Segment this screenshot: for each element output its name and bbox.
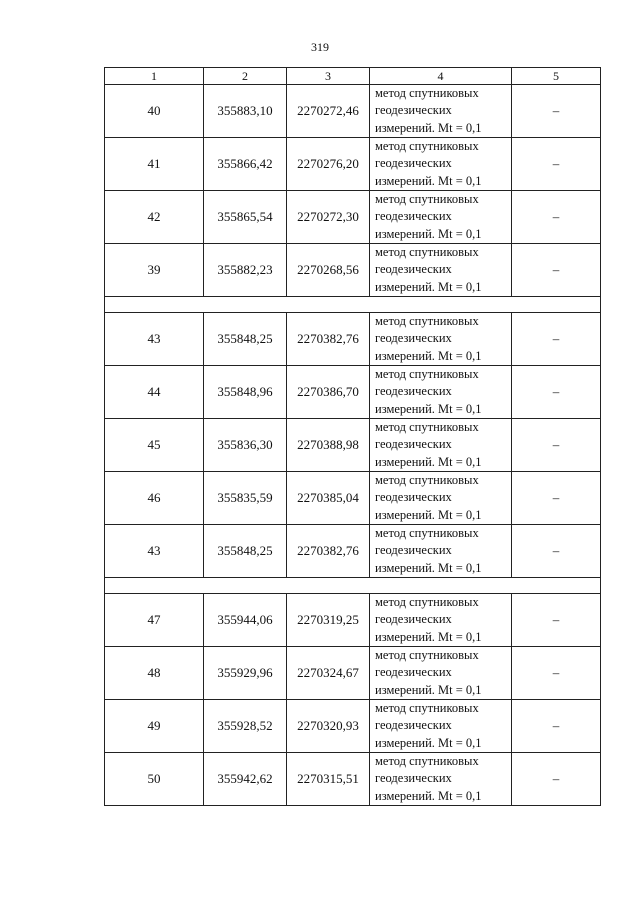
x-coordinate-cell: 355928,52: [204, 700, 287, 753]
method-cell: [370, 594, 512, 647]
group-separator-cell: [105, 578, 601, 594]
method-line: измерений. Mt = 0,1: [375, 173, 482, 188]
method-cell: [370, 244, 512, 297]
method-line: измерений. Mt = 0,1: [375, 629, 482, 644]
y-coordinate-cell: 2270268,56: [287, 244, 370, 297]
y-coordinate-cell: 2270319,25: [287, 594, 370, 647]
method-line: геодезических: [375, 612, 452, 627]
method-line: метод спутниковых: [375, 526, 479, 541]
method-line: геодезических: [375, 156, 452, 171]
x-coordinate-cell: 355944,06: [204, 594, 287, 647]
method-line: геодезических: [375, 665, 452, 680]
y-coordinate-cell: 2270272,46: [287, 85, 370, 138]
method-line: метод спутниковых: [375, 192, 479, 207]
table-row: [105, 525, 601, 578]
method-line: геодезических: [375, 771, 452, 786]
y-coordinate-cell: 2270315,51: [287, 753, 370, 806]
header-row: [105, 68, 601, 85]
table-row: [105, 313, 601, 366]
method-line: измерений. Mt = 0,1: [375, 507, 482, 522]
point-number-cell: 43: [105, 525, 204, 578]
table-row: [105, 138, 601, 191]
method-cell: [370, 191, 512, 244]
method-line: метод спутниковых: [375, 595, 479, 610]
x-coordinate-cell: 355883,10: [204, 85, 287, 138]
method-line: измерений. Mt = 0,1: [375, 120, 482, 135]
note-cell: –: [512, 525, 601, 578]
method-line: измерений. Mt = 0,1: [375, 788, 482, 803]
note-cell: –: [512, 594, 601, 647]
point-number-cell: 43: [105, 313, 204, 366]
method-line: измерений. Mt = 0,1: [375, 454, 482, 469]
method-line: измерений. Mt = 0,1: [375, 682, 482, 697]
method-line: метод спутниковых: [375, 367, 479, 382]
point-number-cell: 49: [105, 700, 204, 753]
method-cell: [370, 419, 512, 472]
x-coordinate-cell: 355848,25: [204, 313, 287, 366]
method-line: метод спутниковых: [375, 139, 479, 154]
method-line: метод спутниковых: [375, 420, 479, 435]
method-cell: [370, 525, 512, 578]
method-line: геодезических: [375, 262, 452, 277]
method-line: метод спутниковых: [375, 648, 479, 663]
method-line: метод спутниковых: [375, 754, 479, 769]
note-cell: –: [512, 472, 601, 525]
y-coordinate-cell: 2270385,04: [287, 472, 370, 525]
method-line: геодезических: [375, 384, 452, 399]
method-cell: [370, 647, 512, 700]
note-cell: –: [512, 647, 601, 700]
group-separator-row: [105, 297, 601, 313]
group-separator-row: [105, 578, 601, 594]
point-number-cell: 48: [105, 647, 204, 700]
table-row: [105, 244, 601, 297]
x-coordinate-cell: 355866,42: [204, 138, 287, 191]
header-cell-5: 5: [512, 68, 601, 85]
point-number-cell: 50: [105, 753, 204, 806]
method-line: измерений. Mt = 0,1: [375, 226, 482, 241]
point-number-cell: 45: [105, 419, 204, 472]
y-coordinate-cell: 2270320,93: [287, 700, 370, 753]
x-coordinate-cell: 355882,23: [204, 244, 287, 297]
y-coordinate-cell: 2270388,98: [287, 419, 370, 472]
header-cell-1: 1: [105, 68, 204, 85]
method-line: геодезических: [375, 103, 452, 118]
table-row: [105, 753, 601, 806]
point-number-cell: 42: [105, 191, 204, 244]
table-row: [105, 472, 601, 525]
point-number-cell: 44: [105, 366, 204, 419]
method-cell: [370, 313, 512, 366]
y-coordinate-cell: 2270272,30: [287, 191, 370, 244]
method-line: метод спутниковых: [375, 314, 479, 329]
point-number-cell: 46: [105, 472, 204, 525]
group-separator-cell: [105, 297, 601, 313]
note-cell: –: [512, 753, 601, 806]
coordinates-table-body: [105, 68, 601, 806]
method-line: измерений. Mt = 0,1: [375, 560, 482, 575]
method-line: геодезических: [375, 543, 452, 558]
header-cell-4: 4: [370, 68, 512, 85]
method-line: измерений. Mt = 0,1: [375, 401, 482, 416]
coordinates-table: [104, 67, 601, 806]
method-line: метод спутниковых: [375, 245, 479, 260]
method-line: геодезических: [375, 718, 452, 733]
table-row: [105, 419, 601, 472]
x-coordinate-cell: 355848,25: [204, 525, 287, 578]
y-coordinate-cell: 2270324,67: [287, 647, 370, 700]
table-row: [105, 191, 601, 244]
note-cell: –: [512, 191, 601, 244]
x-coordinate-cell: 355836,30: [204, 419, 287, 472]
method-line: геодезических: [375, 490, 452, 505]
header-cell-3: 3: [287, 68, 370, 85]
table-row: [105, 647, 601, 700]
y-coordinate-cell: 2270276,20: [287, 138, 370, 191]
method-line: геодезических: [375, 331, 452, 346]
x-coordinate-cell: 355865,54: [204, 191, 287, 244]
note-cell: –: [512, 700, 601, 753]
method-line: метод спутниковых: [375, 701, 479, 716]
method-cell: [370, 366, 512, 419]
note-cell: –: [512, 366, 601, 419]
method-line: метод спутниковых: [375, 86, 479, 101]
note-cell: –: [512, 138, 601, 191]
table-row: [105, 85, 601, 138]
method-cell: [370, 85, 512, 138]
note-cell: –: [512, 244, 601, 297]
note-cell: –: [512, 85, 601, 138]
method-cell: [370, 472, 512, 525]
note-cell: –: [512, 419, 601, 472]
method-line: измерений. Mt = 0,1: [375, 348, 482, 363]
table-row: [105, 700, 601, 753]
method-line: измерений. Mt = 0,1: [375, 279, 482, 294]
method-line: метод спутниковых: [375, 473, 479, 488]
method-line: измерений. Mt = 0,1: [375, 735, 482, 750]
point-number-cell: 47: [105, 594, 204, 647]
method-line: геодезических: [375, 209, 452, 224]
y-coordinate-cell: 2270382,76: [287, 525, 370, 578]
x-coordinate-cell: 355835,59: [204, 472, 287, 525]
method-cell: [370, 138, 512, 191]
x-coordinate-cell: 355848,96: [204, 366, 287, 419]
y-coordinate-cell: 2270382,76: [287, 313, 370, 366]
header-cell-2: 2: [204, 68, 287, 85]
page-number: 319: [311, 40, 329, 54]
method-cell: [370, 753, 512, 806]
table-row: [105, 594, 601, 647]
method-cell: [370, 700, 512, 753]
x-coordinate-cell: 355942,62: [204, 753, 287, 806]
point-number-cell: 39: [105, 244, 204, 297]
method-line: геодезических: [375, 437, 452, 452]
x-coordinate-cell: 355929,96: [204, 647, 287, 700]
point-number-cell: 40: [105, 85, 204, 138]
table-row: [105, 366, 601, 419]
point-number-cell: 41: [105, 138, 204, 191]
y-coordinate-cell: 2270386,70: [287, 366, 370, 419]
note-cell: –: [512, 313, 601, 366]
